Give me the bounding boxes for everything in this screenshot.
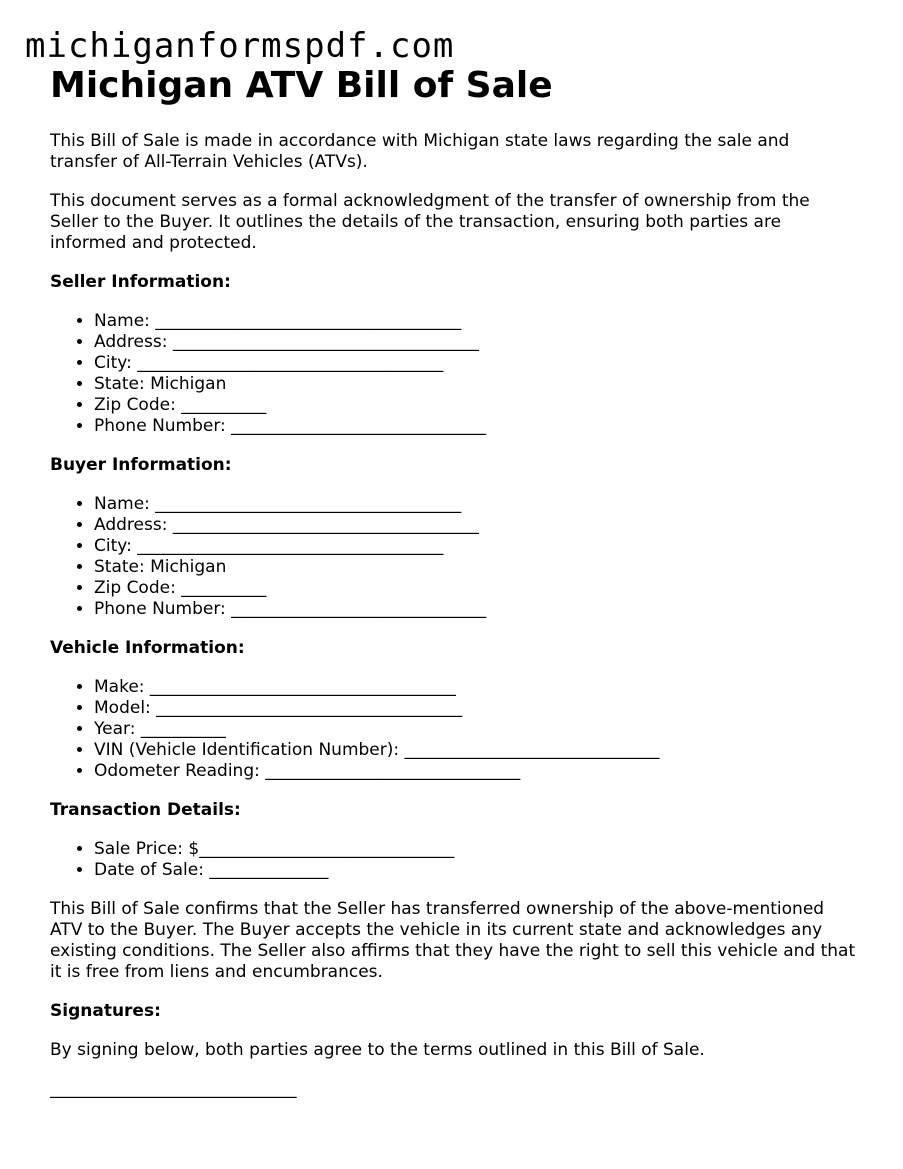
seller-state-field: • State: Michigan: [94, 374, 860, 395]
sale-price-field[interactable]: • Sale Price: $______________________________: [94, 839, 860, 860]
transaction-field-list: [50, 839, 860, 881]
intro-paragraph: This document serves as a formal acknowledgment of the transfer of ownership from the Seller to the Buyer. It outlines the details of the transaction, ensuring both parties are informed and protected.: [50, 191, 810, 253]
vehicle-heading: Vehicle Information:: [50, 638, 245, 658]
buyer-zip-field[interactable]: • Zip Code: __________: [94, 578, 860, 599]
vehicle-odometer-field[interactable]: • Odometer Reading: ______________________________: [94, 761, 860, 782]
document-page: [50, 62, 860, 1100]
buyer-name-field[interactable]: • Name: ____________________________________: [94, 494, 860, 515]
signatures-paragraph: By signing below, both parties agree to the terms outlined in this Bill of Sale.: [50, 1040, 705, 1060]
transaction-heading: Transaction Details:: [50, 800, 241, 820]
seller-phone-field[interactable]: • Phone Number: ______________________________: [94, 416, 860, 437]
buyer-state-field: • State: Michigan: [94, 557, 860, 578]
vehicle-model-field[interactable]: • Model: ____________________________________: [94, 698, 860, 719]
sale-date-field[interactable]: • Date of Sale: ______________: [94, 860, 860, 881]
watermark: michiganformspdf.com: [25, 26, 455, 66]
seller-name-field[interactable]: • Name: ____________________________________: [94, 311, 860, 332]
buyer-heading: Buyer Information:: [50, 455, 232, 475]
buyer-city-field[interactable]: • City: ____________________________________: [94, 536, 860, 557]
seller-zip-field[interactable]: • Zip Code: __________: [94, 395, 860, 416]
seller-heading: Seller Information:: [50, 272, 231, 292]
vehicle-year-field[interactable]: • Year: __________: [94, 719, 860, 740]
intro-paragraph: This Bill of Sale is made in accordance with Michigan state laws regarding the sale and transfer of All-Terrain Vehicles (ATVs).: [50, 131, 790, 172]
buyer-field-list: [50, 494, 860, 620]
page-title: Michigan ATV Bill of Sale: [50, 65, 553, 106]
vehicle-make-field[interactable]: • Make: ____________________________________: [94, 677, 860, 698]
buyer-phone-field[interactable]: • Phone Number: ______________________________: [94, 599, 860, 620]
closing-paragraph: This Bill of Sale confirms that the Seller has transferred ownership of the above-mentioned ATV to the Buyer. The Buyer accepts the vehicle in its current state and acknowledges any existing conditions. The Seller also affirms that they have the right to sell this vehicle and that it is free from liens and encumbrances.: [50, 899, 856, 982]
buyer-address-field[interactable]: • Address: ____________________________________: [94, 515, 860, 536]
seller-address-field[interactable]: • Address: ____________________________________: [94, 332, 860, 353]
seller-field-list: [50, 311, 860, 437]
vehicle-vin-field[interactable]: • VIN (Vehicle Identification Number): ______________________________: [94, 740, 860, 761]
vehicle-field-list: [50, 677, 860, 782]
seller-city-field[interactable]: • City: ____________________________________: [94, 353, 860, 374]
signature-line[interactable]: _____________________________: [50, 1079, 297, 1099]
signatures-heading: Signatures:: [50, 1001, 161, 1021]
